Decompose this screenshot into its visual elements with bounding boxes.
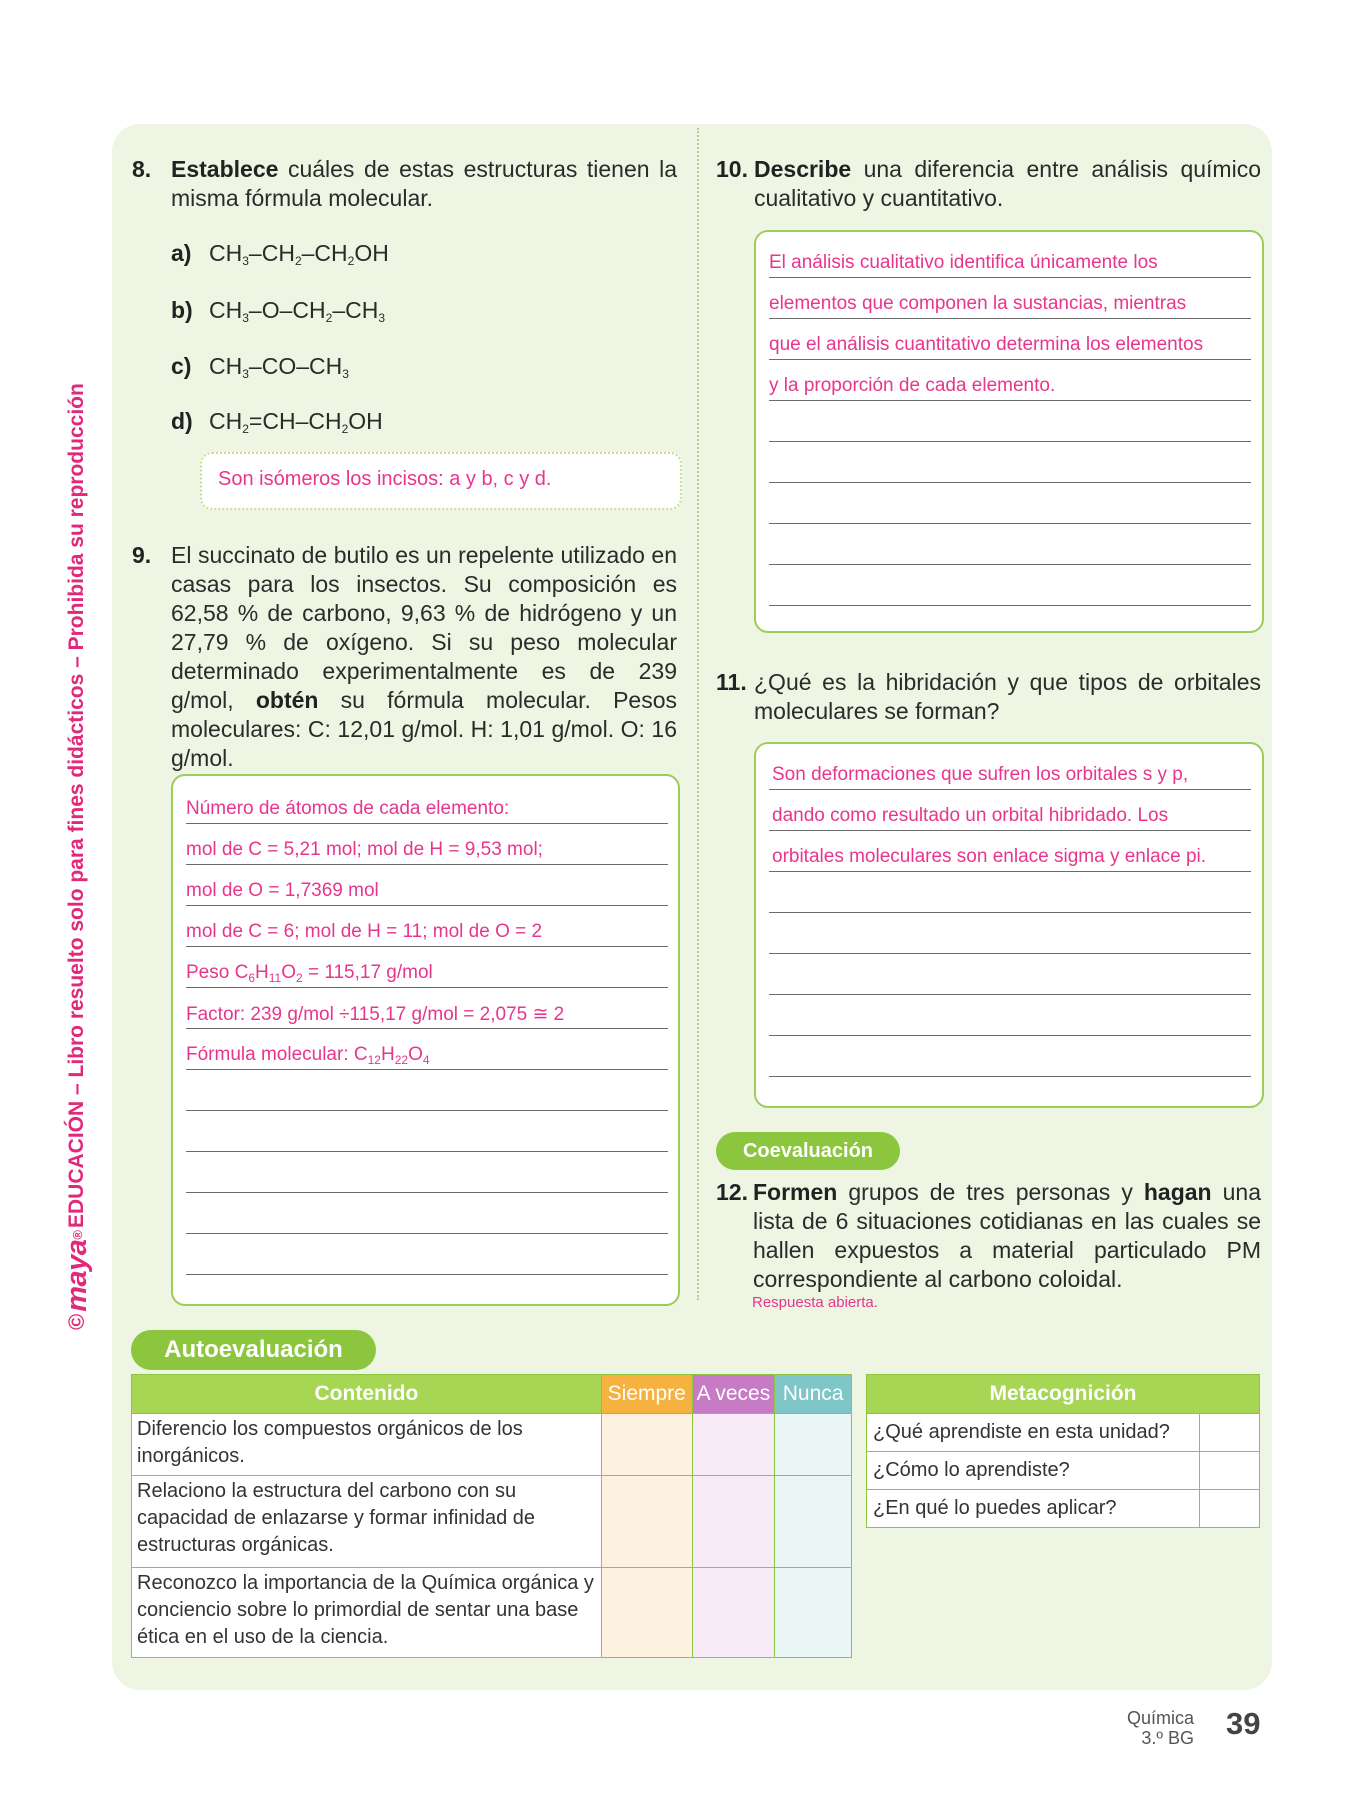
subject-name: Química [1126,1708,1194,1728]
row-text: ¿Cómo lo aprendiste? [867,1452,1200,1490]
question-verb: Establece [171,156,279,182]
question-verb: Describe [754,156,852,182]
question-number: 12. [716,1179,748,1205]
option-label: c) [171,353,192,379]
header-contenido: Contenido [132,1375,602,1414]
answer-line: Son deformaciones que sufren los orbitales s y p, [772,764,1189,785]
question-text: cuáles de estas estructuras tienen la misma fórmula molecular. [171,156,677,211]
question-number: 8. [132,156,152,182]
question-8 [132,155,677,213]
footer-subject [1090,1708,1194,1748]
autoevaluacion-badge: Autoevaluación [131,1330,376,1370]
cell-aveces[interactable] [692,1414,775,1476]
cell-aveces[interactable] [692,1568,775,1658]
question-verb: Formen [753,1179,838,1205]
table-header-row [867,1375,1260,1414]
answer-box-10[interactable] [754,230,1264,633]
row-text: Reconozco la importancia de la Química orgánica y conciencio sobre lo primordial de sentar una base ética en el uso de la ciencia. [132,1568,602,1658]
option-label: d) [171,408,193,434]
answer-box-9[interactable] [171,774,680,1306]
question-12 [716,1178,1261,1294]
answer-cell[interactable] [1200,1414,1260,1452]
cell-siempre[interactable] [601,1568,692,1658]
copyright-sidebar [52,330,102,1330]
header-metacognicion: Metacognición [867,1375,1260,1414]
question-number: 10. [716,156,748,182]
answer-cell[interactable] [1200,1490,1260,1528]
answer-line: y la proporción de cada elemento. [769,375,1056,396]
question-text: El succinato de butilo es un repelente utilizado en casas para los insectos. Su composición es 62,58 % de carbono, 9,63 % de hidrógeno y un 27,79 % de oxígeno. Si su peso molecular determinado experimentalmente es de 239 g/mol, [171,542,677,713]
option-d: d) $CH_2=CH-CH_2OH$ [171,408,383,436]
table-row [132,1568,852,1658]
answer-line: mol de C = 5,21 mol; mol de H = 9,53 mol; [186,839,543,860]
question-text: una diferencia entre análisis químico cualitativo y cuantitativo. [754,156,1261,211]
table-row [867,1414,1260,1452]
answer-text: Son isómeros los incisos: a y b, c y d. [218,468,552,490]
question-11 [716,668,1261,726]
answer-line: mol de C = 6; mol de H = 11; mol de O = 2 [186,921,543,942]
cell-siempre[interactable] [601,1476,692,1568]
table-row [132,1476,852,1568]
cell-nunca[interactable] [775,1476,852,1568]
option-a: a) $CH_3-CH_2-CH_2OH$ [171,240,389,268]
cell-aveces[interactable] [692,1476,775,1568]
table-row [867,1490,1260,1528]
table-row [132,1414,852,1476]
option-label: b) [171,297,193,323]
answer-line: mol de O = 1,7369 mol [186,880,379,901]
grade-label: 3.º BG [1141,1728,1194,1748]
copyright-text: EDUCACIÓN – Libro resuelto solo para fines didácticos – Prohibida su reproducción [65,383,88,1229]
question-text: ¿Qué es la hibridación y que tipos de orbitales moleculares se forman? [754,669,1261,724]
header-siempre: Siempre [601,1375,692,1414]
question-verb: hagan [1143,1179,1212,1205]
header-aveces: A veces [692,1375,775,1414]
column-divider [697,128,699,1300]
answer-line: El análisis cualitativo identifica únicamente los [769,252,1158,273]
table-row [867,1452,1260,1490]
answer-line-peso: Peso $C_6H_{11}O_2 = 115,17$ g/mol [186,962,433,985]
question-text: una lista de 6 situaciones cotidianas en las cuales se hallen expuestos a material particulado PM correspondiente al carbono coloidal. [753,1179,1261,1292]
registered-mark: ® [69,1230,85,1240]
question-verb: obtén [255,687,319,713]
metacognicion-table [866,1374,1260,1528]
row-text: Relaciono la estructura del carbono con su capacidad de enlazarse y formar infinidad de estructuras orgánicas. [132,1476,602,1568]
question-9 [132,541,677,773]
answer-line: elementos que componen la sustancias, mientras [769,293,1187,314]
page-number: 39 [1226,1706,1261,1741]
question-number: 9. [132,542,152,568]
question-text: su fórmula molecular. Pesos moleculares: C: 12,01 g/mol. H: 1,01 g/mol. O: 16 g/mol. [171,687,677,771]
answer-line: que el análisis cuantitativo determina los elementos [769,334,1204,355]
answer-line-factor: Factor: 239 g/mol ÷115,17 g/mol = 2,075 ≅ 2 [186,1004,565,1025]
header-nunca: Nunca [775,1375,852,1414]
answer-line: dando como resultado un orbital hibridado. Los [772,805,1169,826]
brand-logo: maya [60,1239,93,1312]
question-10 [716,155,1261,213]
answer-line: Número de átomos de cada elemento: [186,798,510,819]
row-text: Diferencio los compuestos orgánicos de los inorgánicos. [132,1414,602,1476]
cell-nunca[interactable] [775,1414,852,1476]
answer-note-12: Respuesta abierta. [752,1294,878,1311]
answer-box-11[interactable] [754,742,1264,1108]
question-number: 11. [716,669,747,695]
answer-box-8 [200,452,682,510]
row-text: ¿Qué aprendiste en esta unidad? [867,1414,1200,1452]
copyright-symbol: © [64,1313,89,1330]
row-text: ¿En qué lo puedes aplicar? [867,1490,1200,1528]
cell-siempre[interactable] [601,1414,692,1476]
option-c: c) $CH_3-CO-CH_3$ [171,353,349,381]
option-b: b) $CH_3-O-CH_2-CH_3$ [171,297,386,325]
question-text: grupos de tres personas y [837,1179,1144,1205]
table-header-row [132,1375,852,1414]
answer-line-formula: Fórmula molecular: $C_{12}H_{22}O_4$ [186,1044,430,1067]
option-label: a) [171,240,192,266]
autoevaluacion-table [131,1374,852,1658]
answer-cell[interactable] [1200,1452,1260,1490]
answer-line: orbitales moleculares son enlace sigma y enlace pi. [772,846,1207,867]
coevaluacion-badge: Coevaluación [716,1132,900,1170]
cell-nunca[interactable] [775,1568,852,1658]
